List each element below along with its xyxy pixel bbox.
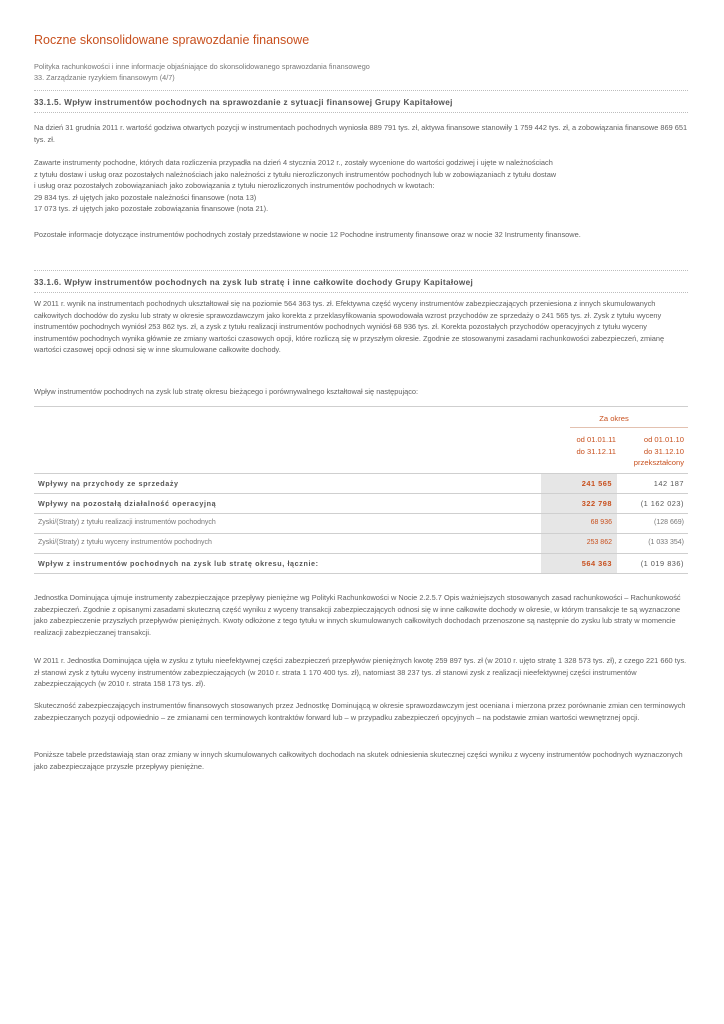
value-2010: 142 187 — [653, 479, 684, 488]
paragraph — [34, 157, 688, 215]
row-label: Zyski/(Straty) z tytułu realizacji instrumentów pochodnych — [38, 519, 216, 526]
subtitle-line: Polityka rachunkowości i inne informacje objaśniające do skonsolidowanego sprawozdania finansowego — [34, 62, 370, 71]
value-2010: (1 033 354) — [648, 539, 684, 546]
value-2011: 564 363 — [581, 559, 612, 568]
table-row — [34, 474, 688, 494]
column-header-line: do 31.12.11 — [576, 446, 616, 456]
document-subtitle — [34, 61, 370, 83]
paragraph — [34, 700, 688, 723]
value-2010: (1 019 836) — [640, 559, 684, 568]
paragraph — [34, 749, 688, 772]
value-2011: 253 862 — [586, 539, 612, 546]
column-header-line: do 31.12.10 — [643, 446, 684, 456]
paragraph-text: Na dzień 31 grudnia 2011 r. wartość godziwa otwartych pozycji w instrumentach pochodnych wyniosła 889 791 tys. zł, aktywa finansowe stanowiły 1 759 442 tys. zł, a zobowiązania finansowe 869 651 tys. zł. — [34, 123, 688, 144]
separator — [34, 270, 688, 271]
paragraph-text: Jednostka Dominująca ujmuje instrumenty zabezpieczające przepływy pieniężne wg Polityki Rachunkowości w Nocie 2.2.5.7 Opis ważniejszych stosowanych zasad rachunkowości – Rachunkowość zabezpieczeń. Zgodnie z opisanymi zasadami skuteczną część wyniku z wyceny transakcji zabezpieczających odnosi się w inne całkowite dochody w okresie, w którym transakcje te są wyznaczone jako zabezpieczenie przyszłych przepływów pieniężnych. Kwoty odłożone z tego tytułu w innych skumulowanych całkowitych dochodach przenoszone są następnie do zysku lub straty w momencie realizacji zabezpieczanej transakcji. — [34, 593, 681, 637]
paragraph — [34, 386, 688, 398]
paragraph — [34, 122, 688, 145]
separator — [34, 90, 688, 91]
paragraph-text: Poniższe tabele przedstawiają stan oraz zmiany w innych skumulowanych całkowitych dochodach na skutek odniesienia skutecznej części wyniku z wyceny instrumentów pochodnych wyznaczonych jako zabezpieczające przyszłe przepływy pieniężne. — [34, 750, 683, 771]
paragraph — [34, 298, 688, 356]
value-2011: 68 936 — [590, 519, 612, 526]
paragraph-line: i usług oraz pozostałych zobowiązaniach jako zobowiązania z tytułu nierozliczonych instrumentów pochodnych w kwotach: — [34, 181, 435, 190]
paragraph-line: 29 834 tys. zł ujętych jako pozostałe należności finansowe (nota 13) — [34, 192, 257, 202]
section-heading: 33.1.6. Wpływ instrumentów pochodnych na zysk lub stratę i inne całkowite dochody Grupy Kapitałowej — [34, 278, 474, 287]
table-row — [34, 534, 688, 554]
column-header-line: od 01.01.11 — [576, 435, 616, 444]
paragraph-text: W 2011 r. wynik na instrumentach pochodnych ukształtował się na poziomie 564 363 tys. zł. Efektywna część wyceny instrumentów zabezpieczających przeniesiona z innych skumulowanych całkowitych dochodów do zysku lub straty w okresie sprawozdawczym jako korekta z przeklasyfikowania spowodowała wzrost przychodów ze sprzedaży o 241 565 tys. zł. Zysk z tytułu wyceny instrumentów pochodnych wyniósł 253 862 tys. zł, a zysk z tytułu realizacji instrumentów pochodnych wyniósł 68 936 tys. zł. Korekta pozostałych przychodów operacyjnych z tytułu wyceny instrumentów pochodnych wynika głównie ze zmiany wartości czasowych opcji, które rozliczą się w przyszłym okresie. Zgodnie ze stosowanymi zasadami rachunkowości zabezpieczeń, zmianę wartości czasowej opcji odnosi się w inne skumulowane całkowite dochody. — [34, 299, 665, 354]
period-header-rule — [570, 427, 688, 428]
paragraph — [34, 592, 688, 638]
section-heading: 33.1.5. Wpływ instrumentów pochodnych na sprawozdanie z sytuacji finansowej Grupy Kapitałowej — [34, 98, 453, 107]
value-2010: (128 669) — [654, 519, 684, 526]
row-label: Wpływ z instrumentów pochodnych na zysk lub stratę okresu, łącznie: — [38, 559, 319, 568]
row-label: Wpływy na przychody ze sprzedaży — [38, 479, 179, 488]
value-2011: 241 565 — [581, 479, 612, 488]
table-row — [34, 514, 688, 534]
period-header: Za okres — [599, 414, 629, 423]
paragraph — [34, 229, 688, 241]
column-header-2010 — [634, 434, 684, 469]
column-header-line: przekształcony — [633, 458, 684, 467]
column-header-2011 — [576, 434, 616, 457]
row-label: Zyski/(Straty) z tytułu wyceny instrumentów pochodnych — [38, 539, 212, 546]
table-top-rule — [34, 406, 688, 407]
paragraph-line: z tytułu dostaw i usług oraz pozostałych należnościach jako należności z tytułu nierozliczonych instrumentów pochodnych lub w zobowiązaniach z tytułu dostaw — [34, 169, 557, 179]
paragraph-line: 17 073 tys. zł ujętych jako pozostałe zobowiązania finansowe (nota 21). — [34, 204, 269, 213]
column-header-line: od 01.01.10 — [643, 435, 684, 444]
separator — [34, 112, 688, 113]
paragraph-text: Wpływ instrumentów pochodnych na zysk lub stratę okresu bieżącego i porównywalnego kształtował się następująco: — [34, 387, 419, 396]
subtitle-line: 33. Zarządzanie ryzykiem finansowym (4/7) — [34, 73, 175, 82]
document-title: Roczne skonsolidowane sprawozdanie finansowe — [34, 33, 310, 47]
row-label: Wpływy na pozostałą działalność operacyjną — [38, 499, 217, 508]
paragraph-text: W 2011 r. Jednostka Dominująca ujęła w zysku z tytułu nieefektywnej części zabezpieczeń przepływów pieniężnych kwotę 259 897 tys. zł (w 2010 r. ujęto stratę 1 328 573 tys. zł), z czego 221 660 tys. zł stanowi zysk z tytułu wyceny instrumentów zabezpieczających (w 2010 r. strata 1 170 400 tys. zł), natomiast 38 237 tys. zł stanowi zysk z realizacji nieefektywnej części instrumentów zabezpieczających (w 2010 r. strata 158 173 tys. zł). — [34, 656, 687, 688]
paragraph-text: Skuteczność zabezpieczających instrumentów finansowych stosowanych przez Jednostkę Dominującą w okresie sprawozdawczym jest oceniana i mierzona przez porównanie zmian cen terminowych zabezpieczanych pozycji odpowiednio – ze zmianami cen terminowych kontraktów forward lub – w przypadku zabezpieczeń opcyjnych – na podstawie zmian wartości wewnętrznej opcji. — [34, 701, 686, 722]
paragraph-text: Pozostałe informacje dotyczące instrumentów pochodnych zostały przedstawione w nocie 12 Pochodne instrumenty finansowe oraz w nocie 32 Instrumenty finansowe. — [34, 230, 581, 239]
separator — [34, 292, 688, 293]
paragraph-line: Zawarte instrumenty pochodne, których data rozliczenia przypadła na dzień 4 stycznia 2012 r., zostały wycenione do wartości godziwej i ujęte w należnościach — [34, 158, 553, 167]
paragraph — [34, 655, 688, 690]
table-row-total — [34, 554, 688, 574]
value-2010: (1 162 023) — [640, 499, 684, 508]
value-2011: 322 798 — [581, 499, 612, 508]
table-row — [34, 494, 688, 514]
